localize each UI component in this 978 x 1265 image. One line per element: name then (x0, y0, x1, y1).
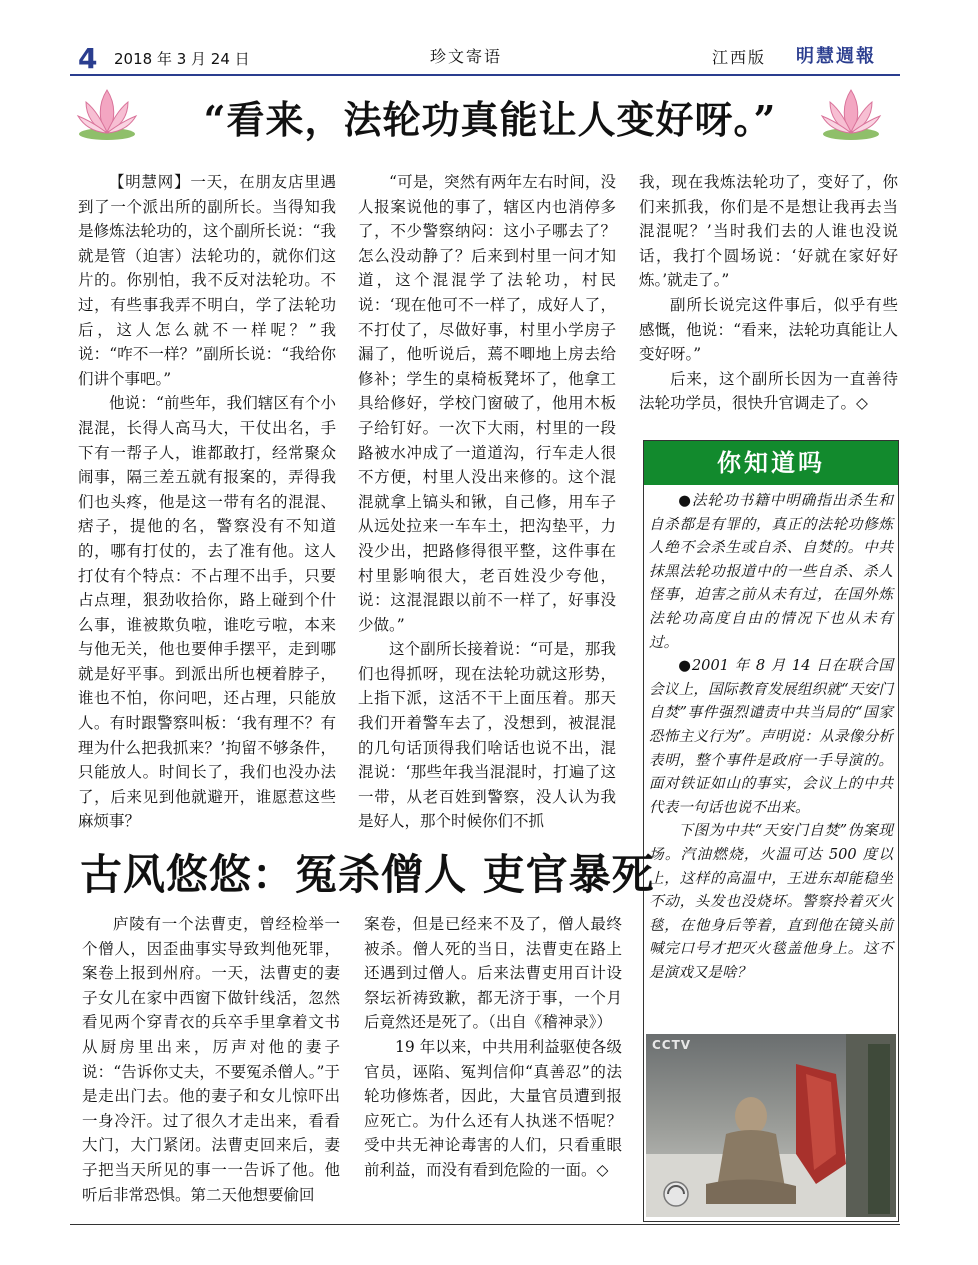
sidebar-paragraph: 下图为中共“天安门自焚”伪案现场。汽油燃烧，火温可达 500 度以上，这样的高温中，王进东却能稳坐不动，头发也没烧坏。警察拎着灭火毯，在他身后等着，直到他在镜头前喊完口号才把灭火毯盖他身上。这不是演戏又是啥？ (649, 822, 893, 981)
edition-label: 江西版 (712, 48, 767, 67)
paragraph: 【明慧网】一天，在朋友店里遇到了一个派出所的副所长。当得知我是修炼法轮功的，这个副所长说：“我就是管（迫害）法轮功的，就你们这片的。你别怕，我不反对法轮功。不过，有些事我弄不明白，学了法轮功后，这人怎么就不一样呢？”我说：“咋不一样？”副所长说：“我给你们讲个事吧。” (78, 173, 336, 388)
sidebar-text (649, 489, 893, 984)
paragraph: 后来，这个副所长因为一直善待法轮功学员，很快升官调走了。◇ (639, 369, 898, 413)
section-title: 珍文寄语 (430, 47, 503, 66)
article2-column-2 (364, 912, 622, 1183)
article2-headline: 古风悠悠：冤杀僧人 吏官暴死 (80, 850, 655, 899)
article1-column-2 (358, 170, 616, 834)
page-number: 4 (78, 42, 98, 75)
did-you-know-box (643, 440, 899, 1222)
sidebar-title: 你知道吗 (644, 441, 898, 485)
self-immolation-photo (646, 1034, 896, 1217)
news-photo (646, 1034, 896, 1217)
article1-column-3 (639, 170, 898, 416)
header-rule (70, 74, 900, 76)
article2-column-1 (82, 912, 340, 1207)
paragraph: 案卷，但是已经来不及了，僧人最终被杀。僧人死的当日，法曹吏在路上还遇到过僧人。后来法曹吏用百计设祭坛祈祷致歉，都无济于事，一个月后竟然还是死了。（出自《稽神录》） (364, 915, 622, 1032)
paragraph: 我，现在我炼法轮功了，变好了，你们来抓我，你们是不是想让我再去当混混呢？’当时我们去的人谁也没说话，我打个圆场说：‘好就在家好好炼。’就走了。” (639, 173, 898, 290)
paragraph: 庐陵有一个法曹吏，曾经检举一个僧人，因歪曲事实导致判他死罪，案卷上报到州府。一天，法曹吏的妻子女儿在家中西窗下做针线活，忽然看见两个穿青衣的兵卒手里拿着文书从厨房里出来，厉声对他的妻子说：“告诉你丈夫，不要冤杀僧人。”于是走出门去。他的妻子和女儿惊吓出一身冷汗。过了很久才走出来，看看大门，大门紧闭。法曹吏回来后，妻子把当天所见的事一一告诉了他。他听后非常恐惧。第二天他想要偷回 (82, 915, 340, 1204)
article-headline: “看来，法轮功真能让人变好呀。” (203, 97, 777, 142)
paragraph: 这个副所长接着说：“可是，那我们也得抓呀，现在法轮功就这形势，上指下派，这活不干上面压着。那天我们开着警车去了，没想到，被混混的几句话顶得我们啥话也说不出，混混说：‘那些年我当混混时，打遍了这一带，从老百姓到警察，没人认为我是好人，那个时候你们不抓 (358, 640, 616, 831)
cctv-logo: CCTV (652, 1038, 692, 1052)
paragraph: “可是，突然有两年左右时间，没人报案说他的事了，辖区内也消停多了，不少警察纳闷：这小子哪去了？怎么没动静了？后来到村里一问才知道，这个混混学了法轮功，村民说：‘现在他可不一样了，成好人了，不打仗了，尽做好事，村里小学房子漏了，他听说后，蔫不唧地上房去给修补；学生的桌椅板凳坏了，他拿工具给修好，学校门窗破了，他用木板子给钉好。一次下大雨，村里的一段路被水冲成了一道道沟，行车走人很不方便，村里人没出来修的。这个混混就拿上镐头和锹，自己修，用车子从远处拉来一车车土，把沟垫平，力没少出，把路修得很平整，这件事在村里影响很大，老百姓没少夸他，说：这混混跟以前不一样了，好事没少做。” (358, 173, 616, 634)
paragraph: 副所长说完这件事后，似乎有些感慨，他说：“看来，法轮功真能让人变好呀。” (639, 295, 898, 364)
sidebar-paragraph: ●2001 年 8 月 14 日在联合国会议上，国际教育发展组织就“天安门自焚”事件强烈谴责中共当局的“国家恐怖主义行为”。声明说：从录像分析表明，整个事件是政府一手导演的。面对铁证如山的事实，会议上的中共代表一句话也说不出来。 (649, 657, 893, 816)
footer-rule (70, 1224, 900, 1225)
sidebar-paragraph: ●法轮功书籍中明确指出杀生和自杀都是有罪的，真正的法轮功修炼人绝不会杀生或自杀、自焚的。中共抹黑法轮功报道中的一些自杀、杀人怪事，迫害之前从未有过，在国外炼法轮功高度自由的情况下也从未有过。 (649, 492, 893, 651)
paragraph: 他说：“前些年，我们辖区有个小混混，长得人高马大，干仗出名，手下有一帮子人，谁都敢打，经常聚众闹事，隔三差五就有报案的，弄得我们也头疼，他是这一带有名的混混、痞子，提他的名，警察没有不知道的，哪有打仗的，去了准有他。这人打仗有个特点：不占理不出手，只要占点理，狠劲收拾你，路上碰到个什么事，谁被欺负啦，谁吃亏啦，本来与他无关，他也要伸手摆平，走到哪就是好平事。到派出所也梗着脖子，谁也不怕，你问吧，还占理，只能放人。有时跟警察叫板：‘我有理不？有理为什么把我抓来？’拘留不够条件，只能放人。时间长了，我们也没办法了，后来见到他就避开，谁愿惹这些麻烦事？ (78, 394, 336, 831)
article1-column-1 (78, 170, 336, 834)
paragraph: 19 年以来，中共用利益驱使各级官员，诬陷、冤判信仰“真善忍”的法轮功修炼者，因此，大量官员遭到报应死亡。为什么还有人执迷不悟呢？受中共无神论毒害的人们，只看重眼前利益，而没有看到危险的一面。◇ (364, 1037, 622, 1179)
issue-date: 2018 年 3 月 24 日 (114, 50, 250, 68)
brand-logo: 明慧週報 (796, 46, 876, 67)
lotus-left-icon (74, 84, 140, 142)
